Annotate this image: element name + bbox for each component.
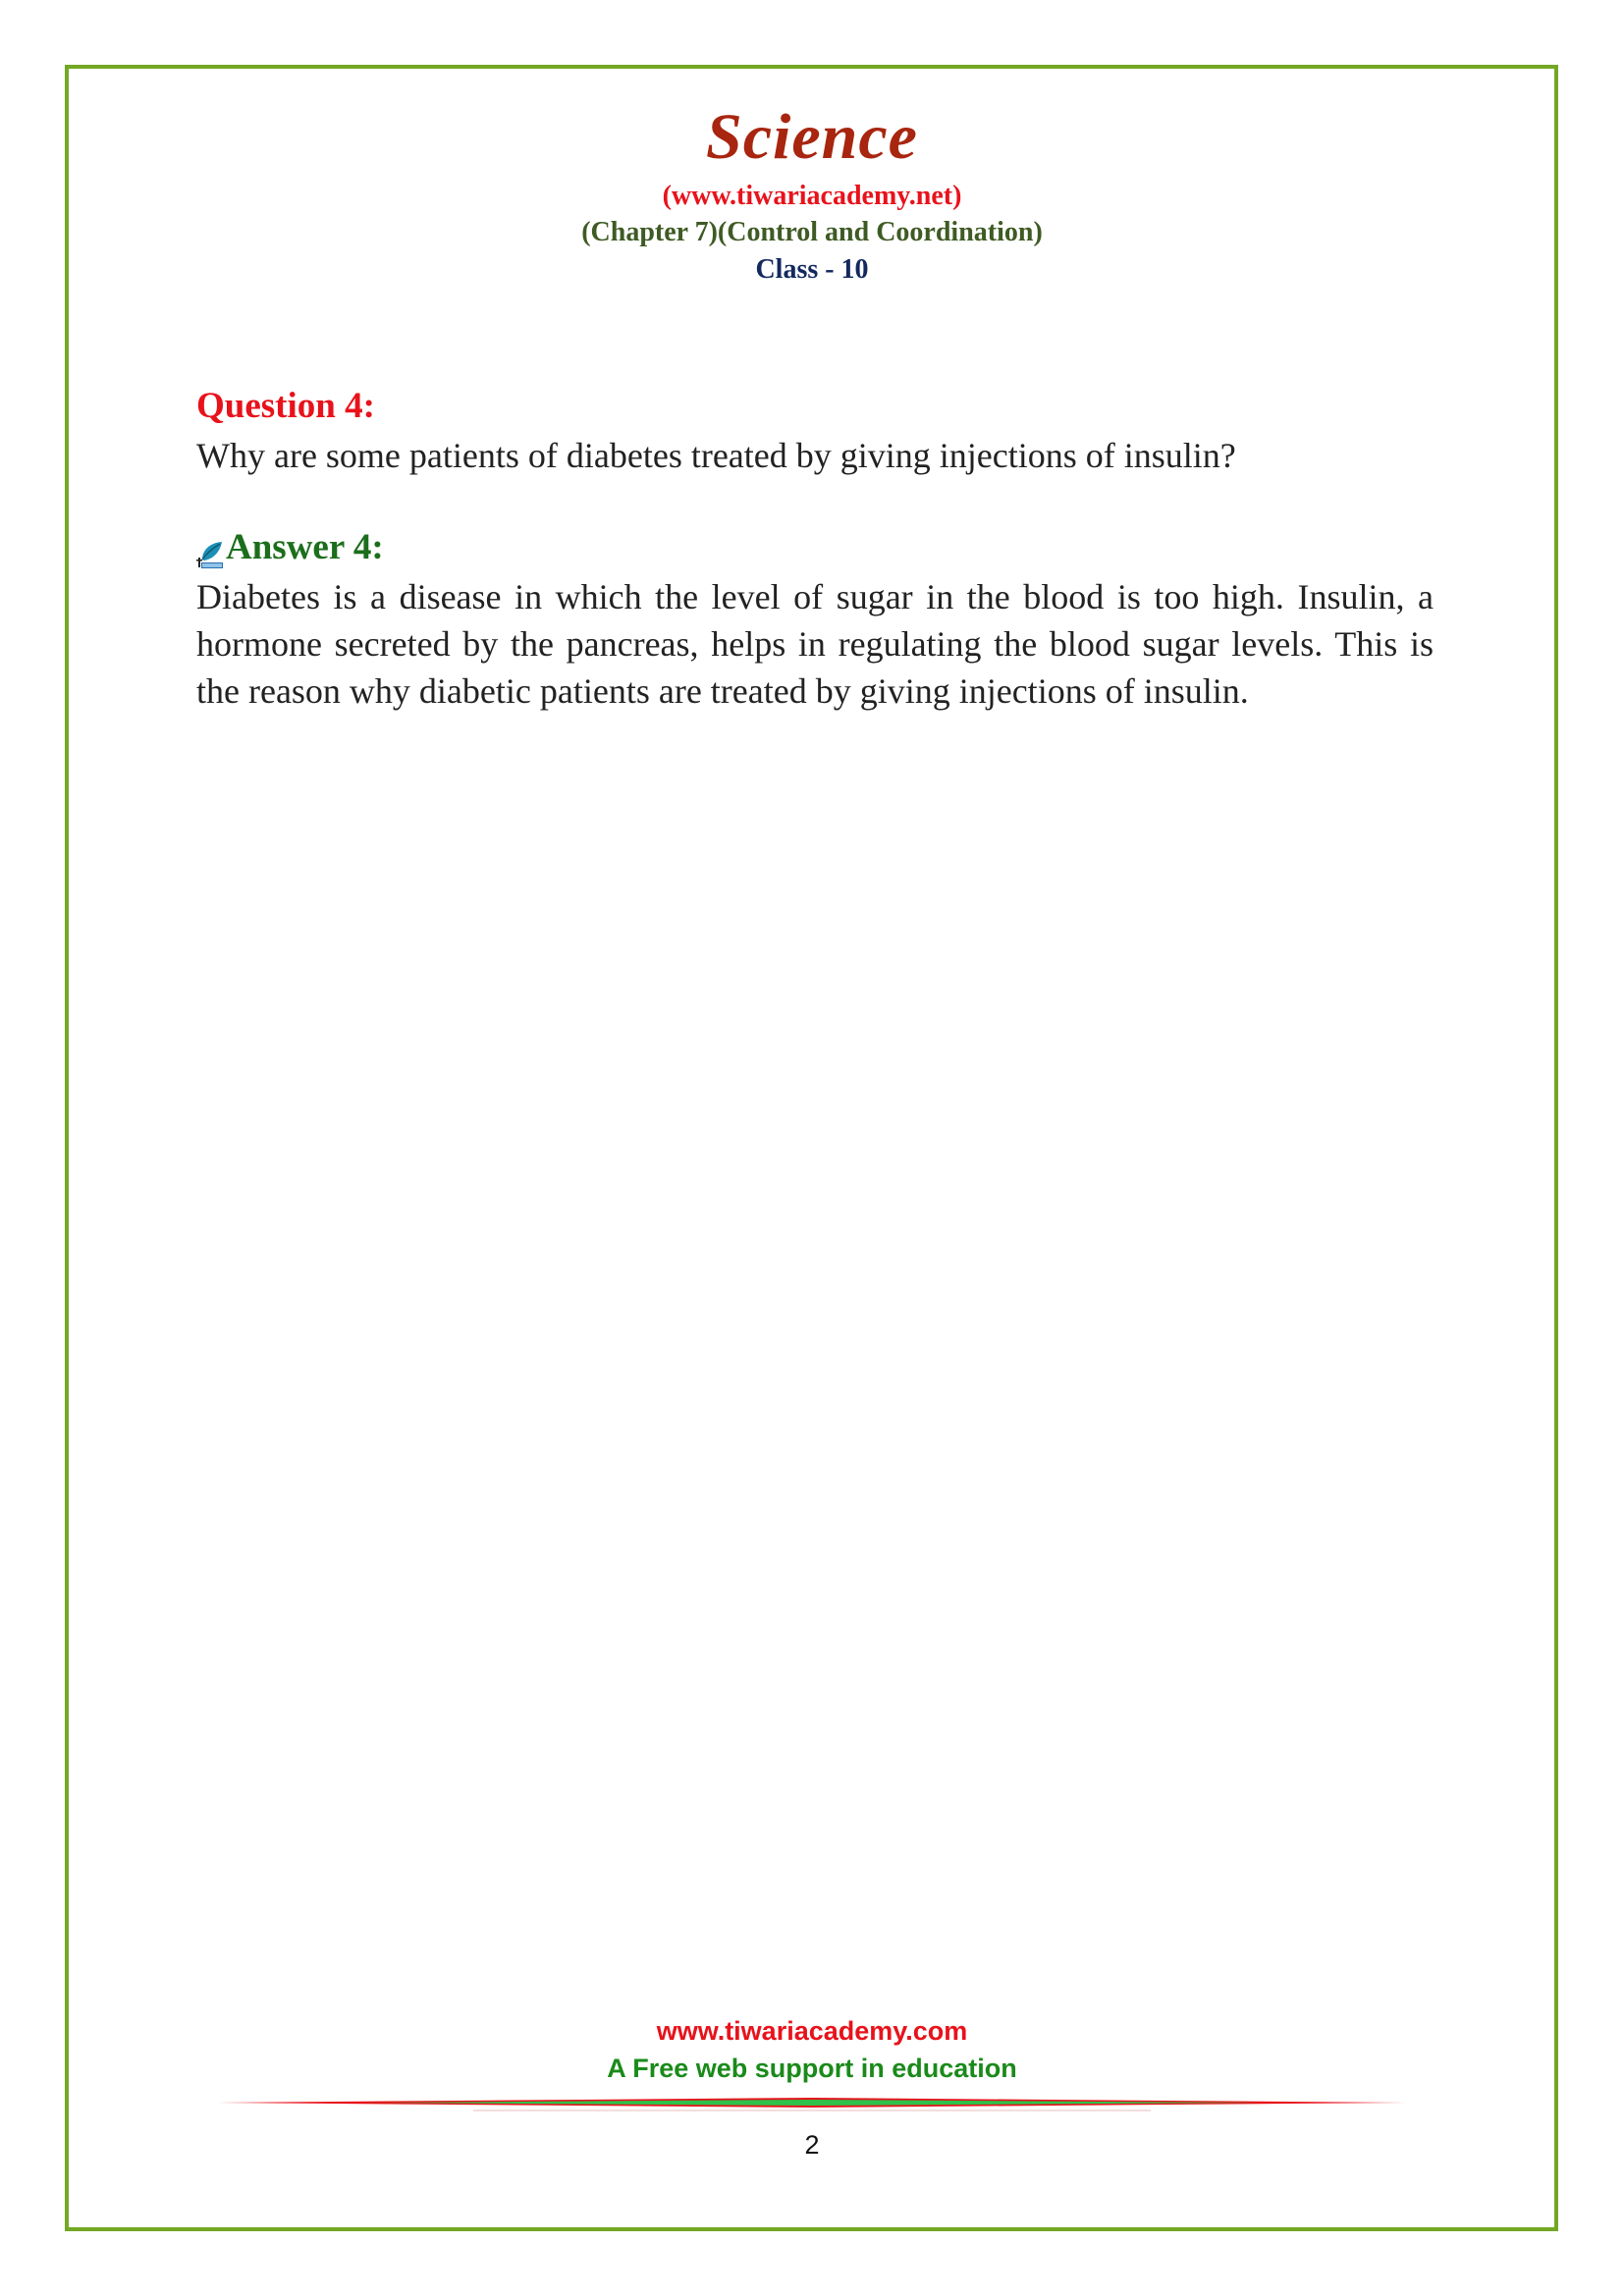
page-footer [0, 2012, 1624, 2087]
qa-content [196, 381, 1434, 715]
class-label: Class - 10 [755, 254, 869, 285]
footer-divider [218, 2095, 1406, 2112]
footer-website-link[interactable]: www.tiwariacademy.com [656, 2016, 968, 2046]
tiwari-academy-logo-icon [196, 533, 224, 562]
footer-tagline: A Free web support in education [607, 2054, 1017, 2083]
question-heading: Question 4: [196, 386, 375, 426]
answer-text: Diabetes is a disease in which the level of sugar in the blood is too high. Insulin, a hormone secreted by the pancreas, helps in regulating the blood sugar levels. This is the reason why diabetic patients are treated by giving injections of insulin. [196, 577, 1434, 711]
page-header [0, 96, 1624, 289]
answer-heading-row [196, 522, 1434, 573]
header-website: (www.tiwariacademy.net) [662, 181, 962, 211]
question-text: Why are some patients of diabetes treated by giving injections of insulin? [196, 436, 1236, 475]
page-title: Science [706, 101, 918, 173]
answer-heading: Answer 4: [226, 527, 384, 567]
chapter-title: (Chapter 7)(Control and Coordination) [581, 217, 1043, 247]
page-number: 2 [804, 2130, 820, 2160]
